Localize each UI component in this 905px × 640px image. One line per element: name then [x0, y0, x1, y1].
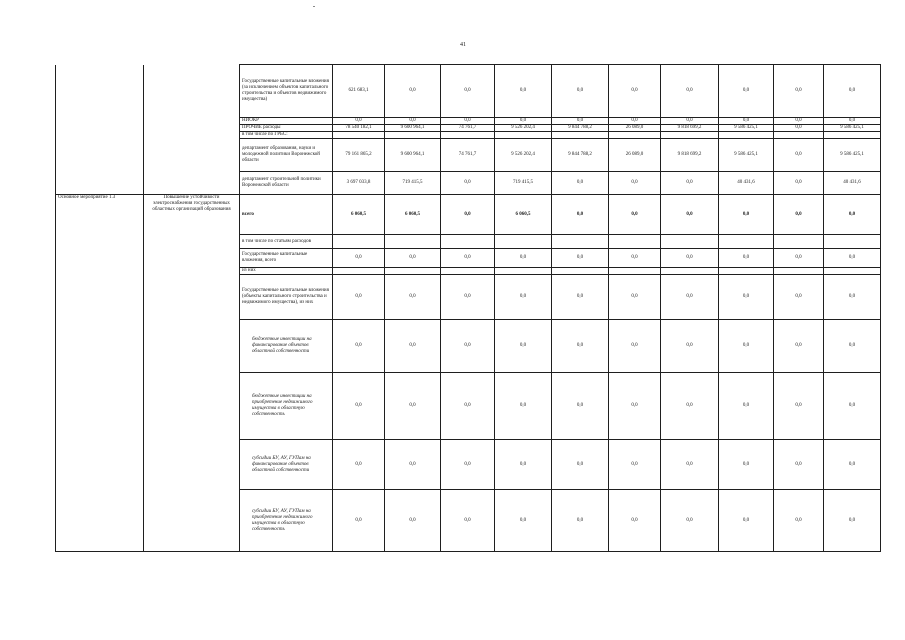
event-cell	[144, 268, 240, 275]
program-cell	[56, 125, 144, 132]
value-cell: 9 526 202,4	[495, 125, 552, 132]
value-cell: 0,0	[333, 490, 385, 552]
value-cell: 0,0	[774, 172, 824, 195]
value-cell: 0,0	[385, 373, 441, 440]
program-cell	[56, 118, 144, 125]
value-cell: 0,0	[552, 373, 609, 440]
value-cell: 0,0	[661, 65, 719, 118]
expense-label: ПРОЧИЕ расходы	[240, 125, 333, 132]
budget-table	[55, 64, 881, 552]
value-cell	[552, 132, 609, 139]
value-cell	[385, 268, 441, 275]
value-cell	[333, 235, 385, 249]
value-cell: 0,0	[441, 320, 495, 373]
value-cell: 0,0	[719, 440, 774, 490]
value-cell: 0,0	[385, 118, 441, 125]
event-cell	[144, 490, 240, 552]
value-cell: 26 089,0	[609, 139, 661, 172]
value-cell: 0,0	[774, 440, 824, 490]
value-cell: 0,0	[824, 195, 881, 235]
value-cell: 26 089,0	[609, 125, 661, 132]
program-cell	[56, 249, 144, 268]
value-cell: 0,0	[441, 373, 495, 440]
table-row	[56, 235, 881, 249]
event-cell	[144, 320, 240, 373]
value-cell	[824, 132, 881, 139]
value-cell	[661, 268, 719, 275]
event-cell	[144, 132, 240, 139]
value-cell	[774, 235, 824, 249]
value-cell: 0,0	[609, 320, 661, 373]
value-cell: 0,0	[774, 490, 824, 552]
program-cell	[56, 373, 144, 440]
table-row	[56, 65, 881, 118]
table-row	[56, 249, 881, 268]
table-row	[56, 132, 881, 139]
value-cell: 0,0	[333, 320, 385, 373]
value-cell: 0,0	[441, 440, 495, 490]
value-cell: 6 060,5	[333, 195, 385, 235]
value-cell: 79 161 865,2	[333, 139, 385, 172]
value-cell: 0,0	[495, 65, 552, 118]
value-cell: 0,0	[441, 490, 495, 552]
value-cell	[824, 235, 881, 249]
value-cell: 0,0	[333, 249, 385, 268]
program-cell	[56, 490, 144, 552]
value-cell: 0,0	[385, 275, 441, 320]
value-cell: 0,0	[441, 118, 495, 125]
value-cell: 0,0	[609, 440, 661, 490]
value-cell: 0,0	[609, 195, 661, 235]
value-cell	[441, 268, 495, 275]
event-cell	[144, 275, 240, 320]
value-cell: 0,0	[661, 320, 719, 373]
value-cell	[441, 235, 495, 249]
value-cell: 0,0	[719, 373, 774, 440]
table-row	[56, 490, 881, 552]
value-cell: 0,0	[719, 490, 774, 552]
value-cell: 719 415,5	[495, 172, 552, 195]
value-cell: 0,0	[552, 172, 609, 195]
value-cell	[552, 235, 609, 249]
value-cell	[661, 235, 719, 249]
value-cell: 0,0	[661, 490, 719, 552]
value-cell: 9 586 425,1	[824, 125, 881, 132]
value-cell: 0,0	[441, 195, 495, 235]
value-cell: 9 844 788,2	[552, 125, 609, 132]
value-cell: 0,0	[385, 440, 441, 490]
value-cell: 0,0	[824, 373, 881, 440]
event-cell	[144, 440, 240, 490]
value-cell: 0,0	[333, 118, 385, 125]
value-cell: 0,0	[824, 65, 881, 118]
value-cell: 9 818 699,2	[661, 139, 719, 172]
value-cell: 0,0	[495, 490, 552, 552]
value-cell: 0,0	[495, 320, 552, 373]
value-cell	[552, 268, 609, 275]
value-cell: 0,0	[661, 440, 719, 490]
value-cell	[774, 268, 824, 275]
value-cell: 0,0	[719, 65, 774, 118]
value-cell: 0,0	[719, 118, 774, 125]
value-cell: 0,0	[719, 249, 774, 268]
value-cell: 0,0	[661, 118, 719, 125]
value-cell	[495, 268, 552, 275]
value-cell	[333, 268, 385, 275]
value-cell: 0,0	[774, 65, 824, 118]
program-cell	[56, 275, 144, 320]
event-cell	[144, 139, 240, 172]
value-cell: 6 060,5	[385, 195, 441, 235]
program-cell	[56, 132, 144, 139]
value-cell: 0,0	[385, 490, 441, 552]
expense-label: субсидии БУ, АУ, ГУПам на приобретение недвижимого имущества в областную собственность	[240, 490, 333, 552]
event-title: Повышение устойчивости электроснабжения государственных областных организаций образования	[144, 195, 240, 235]
value-cell: 0,0	[661, 172, 719, 195]
value-cell: 0,0	[661, 275, 719, 320]
value-cell: 0,0	[609, 65, 661, 118]
expense-label: Государственные капитальные вложения (за исключением объектов капитального строительства и объектов недвижимого имущества)	[240, 65, 333, 118]
value-cell: 0,0	[824, 118, 881, 125]
expense-label: субсидии БУ, АУ, ГУПам на финансирование объектов областной собственности	[240, 440, 333, 490]
table-row	[56, 139, 881, 172]
value-cell: 0,0	[552, 118, 609, 125]
event-cell	[144, 373, 240, 440]
value-cell: 9 526 202,4	[495, 139, 552, 172]
table-row	[56, 320, 881, 373]
value-cell: 0,0	[824, 275, 881, 320]
program-cell	[56, 440, 144, 490]
value-cell: 0,0	[495, 275, 552, 320]
value-cell: 0,0	[774, 275, 824, 320]
value-cell: 0,0	[774, 320, 824, 373]
expense-label: департамент строительной политики Воронежской области	[240, 172, 333, 195]
value-cell	[609, 268, 661, 275]
value-cell: 0,0	[333, 373, 385, 440]
table-row	[56, 172, 881, 195]
program-cell	[56, 235, 144, 249]
value-cell	[441, 132, 495, 139]
program-cell	[56, 65, 144, 118]
table-row	[56, 118, 881, 125]
expense-label: всего	[240, 195, 333, 235]
value-cell: 9 586 425,1	[719, 139, 774, 172]
value-cell	[609, 132, 661, 139]
value-cell: 0,0	[774, 118, 824, 125]
value-cell: 0,0	[495, 249, 552, 268]
value-cell	[719, 132, 774, 139]
value-cell: 78 540 182,1	[333, 125, 385, 132]
value-cell: 0,0	[552, 195, 609, 235]
value-cell: 0,0	[824, 249, 881, 268]
expense-label: НИОКР	[240, 118, 333, 125]
value-cell: 9 600 964,1	[385, 125, 441, 132]
value-cell: 0,0	[609, 172, 661, 195]
event-cell	[144, 65, 240, 118]
event-cell	[144, 235, 240, 249]
value-cell: 9 586 425,1	[824, 139, 881, 172]
table-row	[56, 440, 881, 490]
expense-label: бюджетные инвестиции на приобретение недвижимого имущества в областную собственность	[240, 373, 333, 440]
table-row	[56, 268, 881, 275]
table-row	[56, 125, 881, 132]
value-cell: 74 761,7	[441, 125, 495, 132]
value-cell: 0,0	[719, 320, 774, 373]
value-cell: 0,0	[552, 249, 609, 268]
value-cell	[333, 132, 385, 139]
value-cell: 0,0	[609, 275, 661, 320]
value-cell: 0,0	[385, 320, 441, 373]
value-cell: 621 683,1	[333, 65, 385, 118]
value-cell: 0,0	[609, 118, 661, 125]
value-cell	[495, 235, 552, 249]
value-cell: 0,0	[385, 65, 441, 118]
value-cell: 0,0	[552, 440, 609, 490]
value-cell: 0,0	[441, 172, 495, 195]
expense-label: бюджетные инвестиции на финансирование объектов областной собственности	[240, 320, 333, 373]
value-cell	[719, 235, 774, 249]
value-cell	[385, 235, 441, 249]
program-cell	[56, 172, 144, 195]
value-cell: 0,0	[609, 490, 661, 552]
expense-label: департамент образования, науки и молодежной политики Воронежской области	[240, 139, 333, 172]
table-row	[56, 275, 881, 320]
value-cell	[719, 268, 774, 275]
event-code: Основное мероприятие 1.3	[56, 195, 144, 235]
value-cell: 0,0	[552, 490, 609, 552]
value-cell: 0,0	[774, 139, 824, 172]
value-cell: 0,0	[495, 373, 552, 440]
value-cell: 719 415,5	[385, 172, 441, 195]
value-cell: 0,0	[441, 249, 495, 268]
value-cell: 0,0	[552, 320, 609, 373]
expense-label: в том числе по статьям расходов	[240, 235, 333, 249]
value-cell: 0,0	[333, 440, 385, 490]
value-cell	[661, 132, 719, 139]
value-cell	[774, 132, 824, 139]
value-cell: 0,0	[333, 275, 385, 320]
value-cell: 9 600 964,1	[385, 139, 441, 172]
value-cell: 40 431,6	[824, 172, 881, 195]
expense-label: из них	[240, 268, 333, 275]
value-cell	[385, 132, 441, 139]
value-cell: 0,0	[385, 249, 441, 268]
value-cell: 3 697 033,8	[333, 172, 385, 195]
table-row	[56, 195, 881, 235]
event-cell	[144, 172, 240, 195]
value-cell: 0,0	[719, 275, 774, 320]
value-cell: 9 818 699,2	[661, 125, 719, 132]
program-cell	[56, 268, 144, 275]
value-cell: 0,0	[661, 195, 719, 235]
value-cell	[495, 132, 552, 139]
value-cell	[609, 235, 661, 249]
value-cell: 0,0	[609, 373, 661, 440]
value-cell: 6 060,5	[495, 195, 552, 235]
value-cell: 0,0	[774, 125, 824, 132]
value-cell: 40 431,6	[719, 172, 774, 195]
value-cell: 74 761,7	[441, 139, 495, 172]
program-cell	[56, 320, 144, 373]
expense-label: Государственные капитальные вложения (объекты капитального строительства и недвижимого имущества), из них	[240, 275, 333, 320]
table-row	[56, 373, 881, 440]
event-cell	[144, 118, 240, 125]
expense-label: Государственные капитальные вложения, всего	[240, 249, 333, 268]
value-cell: 0,0	[609, 249, 661, 268]
value-cell: 0,0	[719, 195, 774, 235]
value-cell: 0,0	[774, 195, 824, 235]
expense-label: в том числе по ГРБС:	[240, 132, 333, 139]
value-cell: 0,0	[441, 275, 495, 320]
event-cell	[144, 249, 240, 268]
value-cell: 0,0	[495, 440, 552, 490]
value-cell: 0,0	[495, 118, 552, 125]
value-cell	[824, 268, 881, 275]
value-cell: 0,0	[441, 65, 495, 118]
value-cell: 0,0	[552, 275, 609, 320]
page-number: 41	[460, 42, 466, 48]
value-cell: 0,0	[774, 249, 824, 268]
value-cell: 0,0	[824, 440, 881, 490]
value-cell: 0,0	[661, 249, 719, 268]
value-cell: 0,0	[661, 373, 719, 440]
value-cell: 0,0	[824, 320, 881, 373]
value-cell: 9 844 788,2	[552, 139, 609, 172]
scan-speck	[313, 6, 315, 7]
value-cell: 0,0	[824, 490, 881, 552]
value-cell: 0,0	[552, 65, 609, 118]
event-cell	[144, 125, 240, 132]
value-cell: 0,0	[774, 373, 824, 440]
program-cell	[56, 139, 144, 172]
value-cell: 9 586 425,1	[719, 125, 774, 132]
